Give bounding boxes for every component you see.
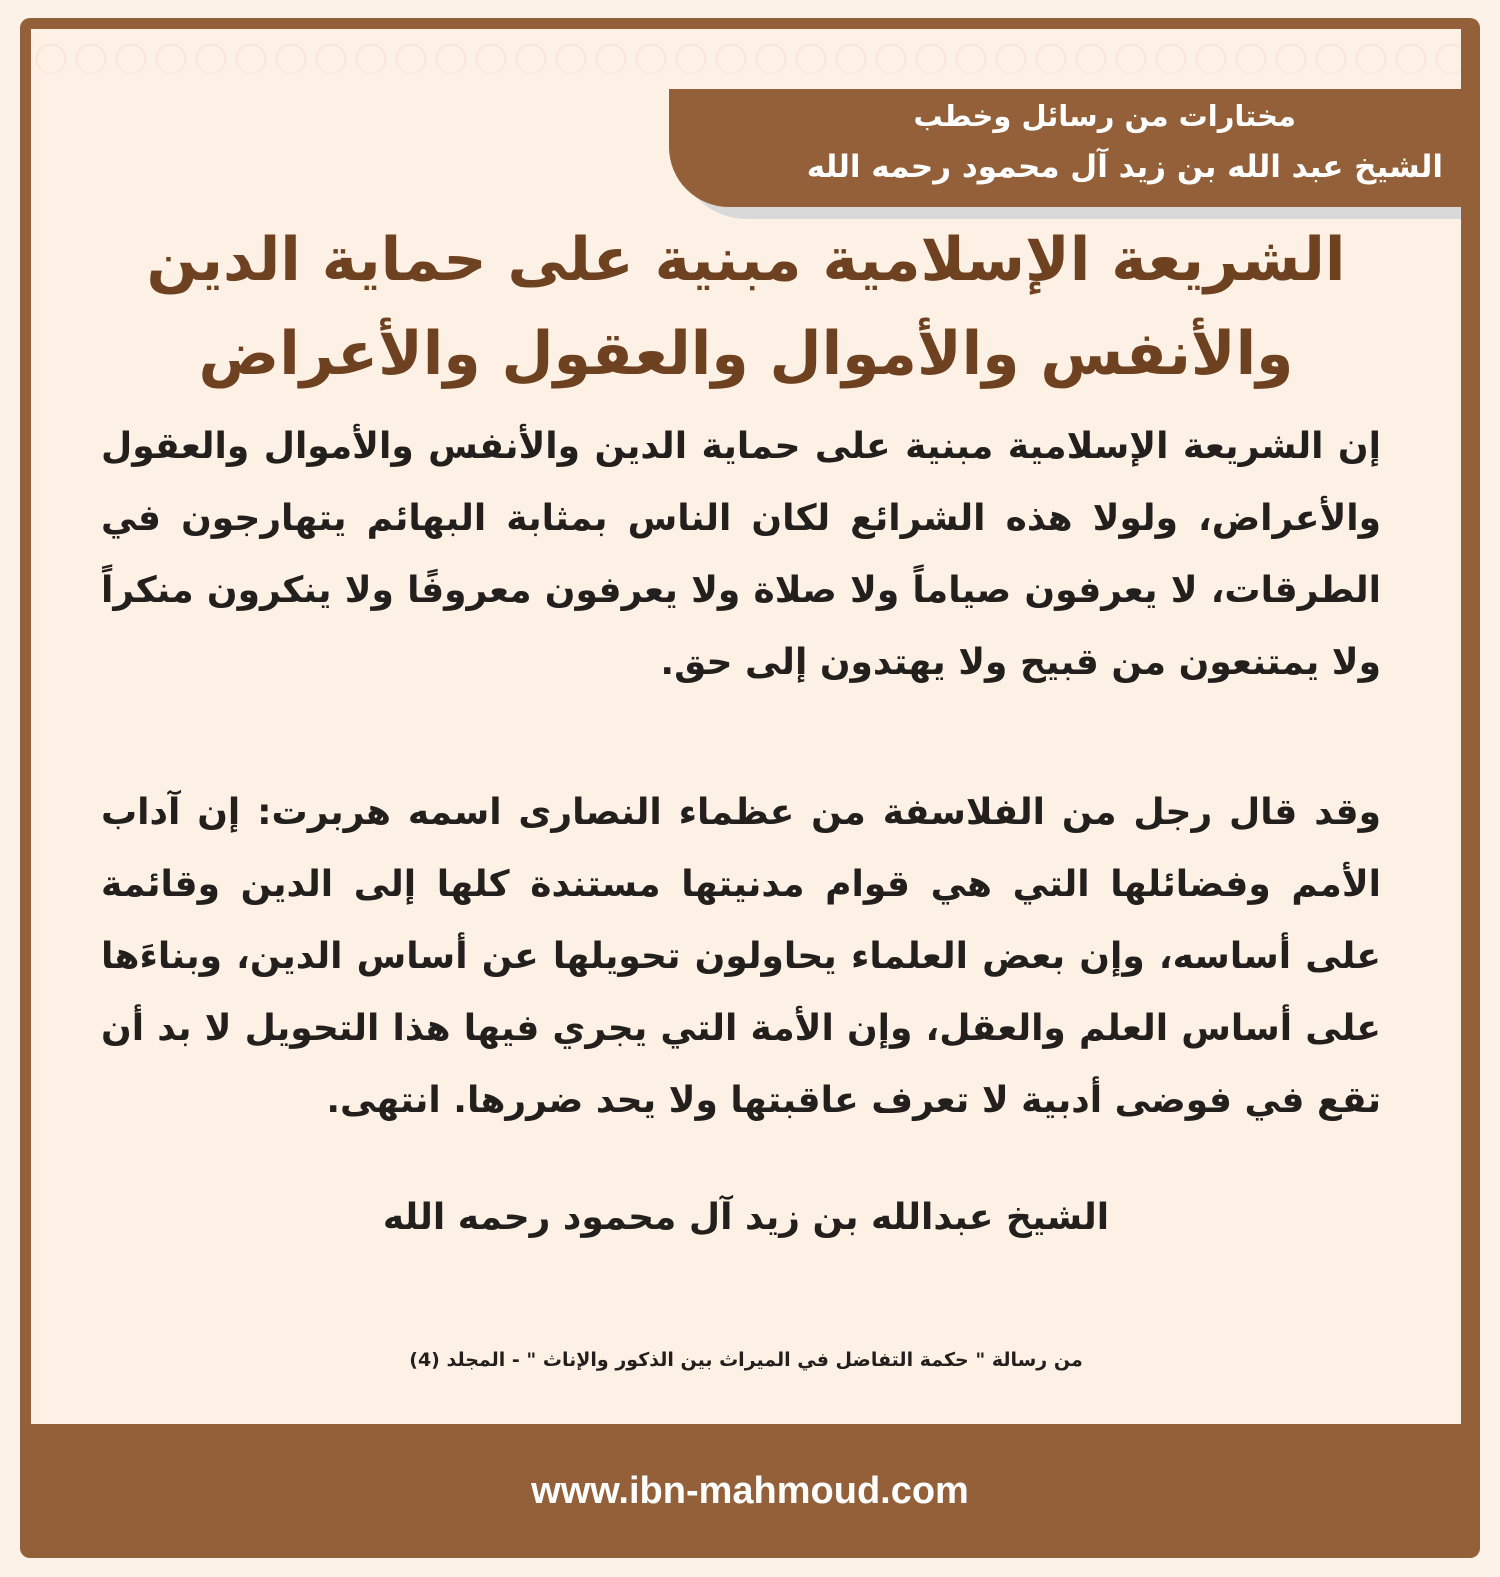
- page-frame: [20, 18, 1480, 1558]
- article-title-line-2: والأنفس والأموال والعقول والأعراض: [198, 319, 1294, 389]
- decorative-pattern: [31, 29, 1461, 89]
- body-paragraph-1: إن الشريعة الإسلامية مبنية على حماية الدين والأنفس والأموال والعقول والأعراض، ولولا هذه الشرائع لكان الناس بمثابة البهائم يتهارجون في الطرقات، لا يعرفون صياماً ولا صلاة ولا يعرفون معروفًا ولا ينكرون منكراً ولا يمتنعون من قبيح ولا يهتدون إلى حق.: [101, 426, 1381, 683]
- series-author: الشيخ عبد الله بن زيد آل محمود رحمه الله: [806, 149, 1443, 185]
- content-panel: [31, 29, 1461, 1424]
- article-title-line-1: الشريعة الإسلامية مبنية على حماية الدين: [146, 225, 1346, 295]
- series-title: مختارات من رسائل وخطب: [913, 99, 1296, 133]
- author-signature: الشيخ عبدالله بن زيد آل محمود رحمه الله: [382, 1197, 1110, 1238]
- website-link[interactable]: www.ibn-mahmoud.com: [531, 1470, 969, 1512]
- source-citation: من رسالة " حكمة التفاضل في الميراث بين الذكور والإناث " - المجلد (4): [409, 1349, 1083, 1371]
- body-paragraph-2: وقد قال رجل من الفلاسفة من عظماء النصارى اسمه هربرت: إن آداب الأمم وفضائلها التي هي قوام مدنيتها مستندة كلها إلى الدين وقائمة على أساسه، وإن بعض العلماء يحاولون تحويلها عن أساس الدين، وبناءَها على أساس العلم والعقل، وإن الأمة التي يجري فيها هذا التحويل لا بد أن تقع في فوضى أدبية لا تعرف عاقبتها ولا يحد ضررها. انتهى.: [101, 792, 1381, 1121]
- series-banner: [669, 89, 1461, 207]
